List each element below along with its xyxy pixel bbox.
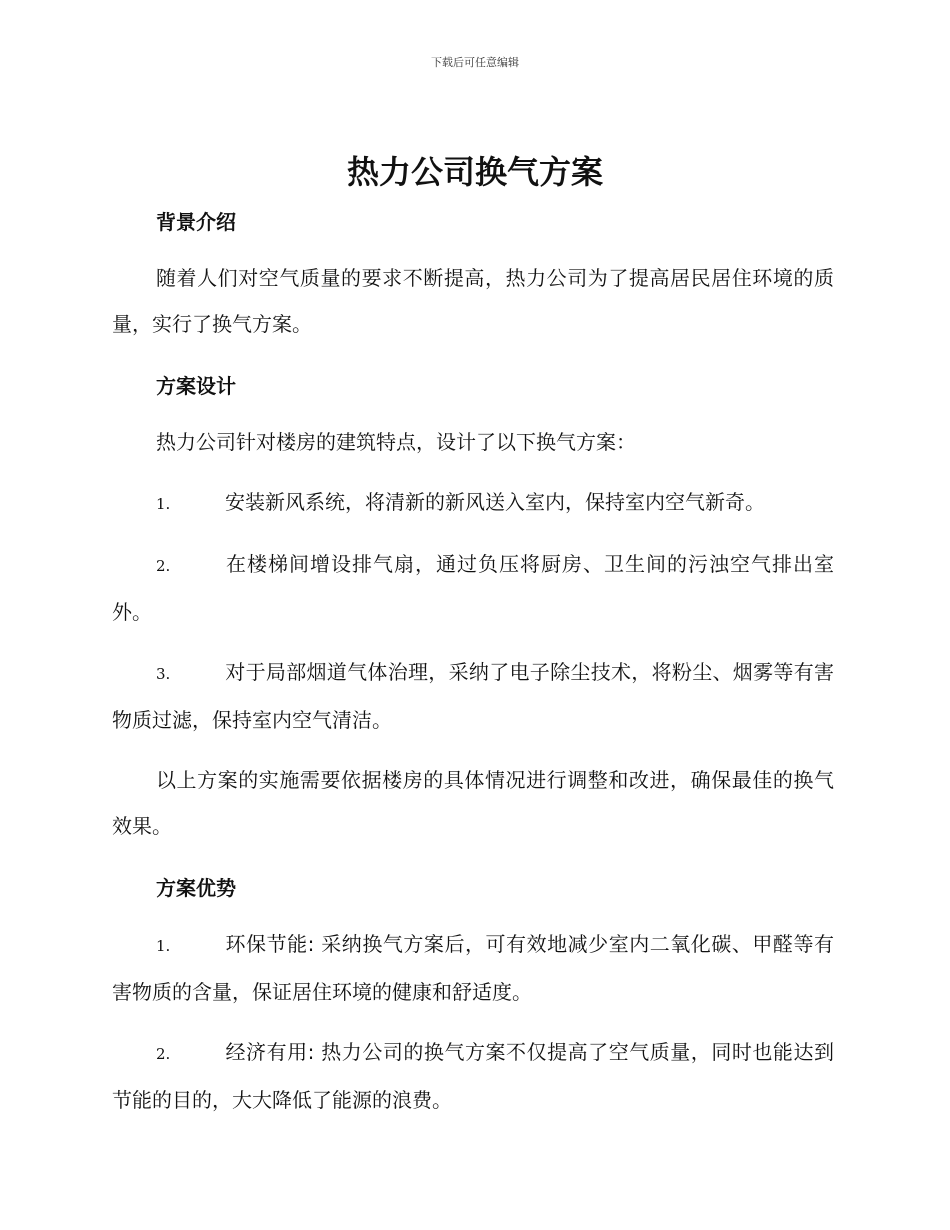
advantage-list-item: [112, 1029, 834, 1123]
list-item-text: 对于局部烟道气体治理，采纳了电子除尘技术，将粉尘、烟雾等有害物质过滤，保持室内空气清洁。: [112, 660, 834, 732]
background-paragraph: 随着人们对空气质量的要求不断提高，热力公司为了提高居民居住环境的质量，实行了换气方案。: [112, 266, 834, 336]
design-list-item: [112, 649, 834, 743]
section-heading-advantages: 方案优势: [156, 876, 236, 900]
section-heading-design: 方案设计: [156, 374, 236, 398]
list-number: 3.: [156, 665, 171, 683]
header-note: 下载后可任意编辑: [431, 56, 519, 69]
list-item-text: 安装新风系统，将清新的新风送入室内，保持室内空气新奇。: [225, 490, 765, 514]
design-intro-paragraph: 热力公司针对楼房的建筑特点，设计了以下换气方案：: [156, 430, 636, 454]
list-item-text: 环保节能: 采纳换气方案后，可有效地减少室内二氧化碳、甲醛等有害物质的含量，保证居住环境的健康和舒适度。: [112, 932, 834, 1004]
design-closing-paragraph: 以上方案的实施需要依据楼房的具体情况进行调整和改进，确保最佳的换气效果。: [112, 768, 834, 838]
list-item-text: 在楼梯间增设排气扇，通过负压将厨房、卫生间的污浊空气排出室外。: [112, 552, 834, 624]
advantage-list-item: [112, 921, 834, 1015]
list-number: 1.: [156, 937, 171, 955]
section-heading-background: 背景介绍: [156, 210, 236, 234]
list-number: 2.: [156, 557, 171, 575]
document-body: [112, 203, 834, 1123]
design-list-item: [112, 541, 834, 635]
design-list-item: [112, 479, 834, 527]
document-title: 热力公司换气方案: [346, 153, 603, 191]
list-number: 2.: [156, 1045, 171, 1063]
list-item-text: 经济有用: 热力公司的换气方案不仅提高了空气质量，同时也能达到节能的目的，大大降低了能源的浪费。: [112, 1040, 834, 1112]
list-number: 1.: [156, 495, 171, 513]
